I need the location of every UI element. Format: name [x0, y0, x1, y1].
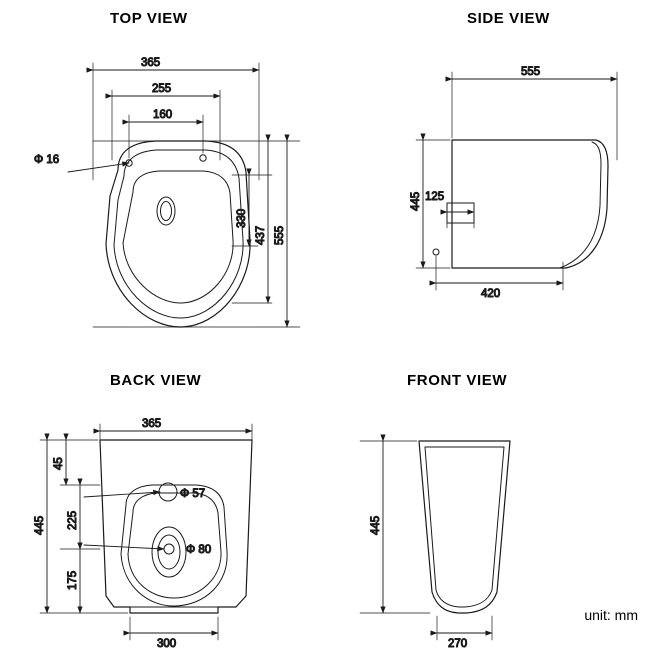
top-dim-hole-span-inner: 160 [153, 109, 173, 121]
top-view-dimension-lines [68, 70, 287, 327]
view-title-front-view: FRONT VIEW [407, 372, 508, 389]
front-view-geometry [419, 441, 510, 613]
side-dim-base: 420 [481, 288, 501, 300]
top-dim-width-outer: 365 [141, 57, 161, 69]
back-dim-height-total: 445 [34, 515, 46, 535]
front-view-extension-lines [360, 441, 492, 640]
back-dim-offset-bottom: 175 [67, 570, 79, 590]
side-dim-notch: 125 [425, 191, 445, 203]
side-dim-height: 445 [410, 191, 422, 211]
side-view-geometry [433, 140, 608, 268]
view-title-side-view: SIDE VIEW [467, 10, 550, 27]
top-dim-height-inner: 330 [236, 208, 248, 228]
view-title-top-view: TOP VIEW [110, 10, 188, 27]
back-view-dimension-lines [47, 431, 252, 633]
top-view-extension-lines [93, 63, 300, 327]
top-dim-height-mid: 437 [255, 225, 267, 245]
back-dim-hole-large: Φ 80 [186, 544, 212, 556]
view-title-back-view: BACK VIEW [110, 372, 202, 389]
back-dim-offset-mid: 225 [67, 510, 79, 530]
back-dim-width-outer: 365 [142, 418, 162, 430]
top-dim-height-outer: 555 [274, 225, 286, 245]
back-dim-offset-top: 45 [53, 457, 65, 470]
back-view-geometry [100, 440, 252, 613]
unit-note: unit: mm [584, 607, 638, 623]
front-view-dimension-lines [383, 441, 492, 633]
back-dim-base-width: 300 [157, 638, 177, 650]
front-dim-base-width: 270 [448, 638, 468, 650]
top-dim-hole-span-outer: 255 [152, 83, 172, 95]
front-dim-height: 445 [370, 515, 382, 535]
top-view-geometry [106, 141, 250, 327]
top-dim-hole-diameter: Φ 16 [34, 154, 60, 166]
side-dim-length: 555 [521, 66, 541, 78]
back-dim-hole-small: Φ 57 [180, 488, 206, 500]
